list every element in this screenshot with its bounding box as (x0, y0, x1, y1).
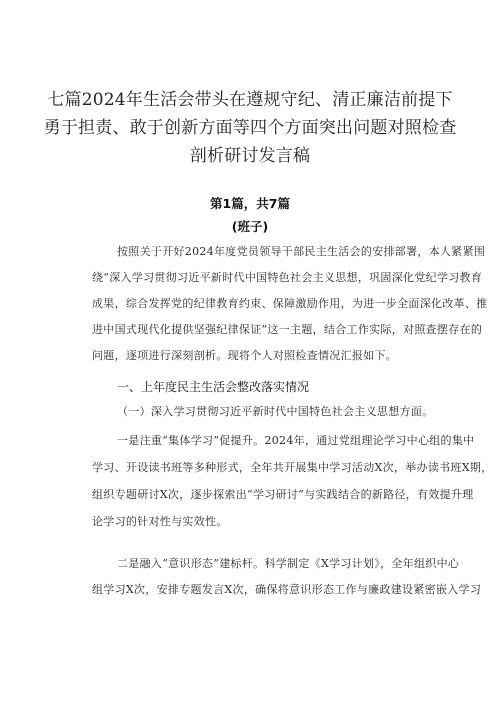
paragraph-line: 一是注重“集体学习”促提升。2024年，通过党组理论学习中心组的集中 (117, 434, 475, 447)
document-title-line-3: 剖析研讨发言稿 (189, 146, 311, 166)
document-title-line-1: 七篇2024年生活会带头在遵规守纪、清正廉洁前提下 (47, 90, 453, 110)
part-label: 第1篇，共7篇 (210, 196, 290, 211)
subsection-heading: （一）深入学习贯彻习近平新时代中国特色社会主义思想方面。 (117, 405, 434, 418)
paragraph-line: 组织专题研讨X次，逐步探索出“学习研讨”与实践结合的新路径，有效提升理 (92, 488, 474, 501)
paragraph-line: 组学习X次，安排专题发言X次，确保将意识形态工作与廉政建设紧密嵌入学习 (92, 583, 482, 596)
intro-line: 绕“深入学习贯彻习近平新时代中国特色社会主义思想，巩固深化党纪学习教育 (92, 271, 483, 284)
intro-line: 进中国式现代化提供坚强纪律保证”这一主题，结合工作实际，对照查摆存在的 (92, 323, 483, 336)
paragraph-line: 学习、开设读书班等多种形式，全年共开展集中学习活动X次，举办读书班X期， (92, 461, 493, 474)
section-heading: 一、上年度民主生活会整改落实情况 (117, 380, 310, 394)
intro-line: 问题，逐项进行深刻剖析。现将个人对照检查情况汇报如下。 (92, 349, 398, 362)
author-label: (班子) (231, 219, 269, 234)
paragraph-line: 论学习的针对性与实效性。 (92, 515, 228, 528)
paragraph-line: 二是融入“意识形态”建标杆。科学制定《X学习计划》，全年组织中心 (117, 557, 460, 570)
intro-line: 按照关于开好2024年度党员领导干部民主生活会的安排部署，本人紧紧围 (117, 245, 486, 258)
intro-line: 成果，综合发挥党的纪律教育约束、保障激励作用，为进一步全面深化改革、推 (92, 297, 488, 310)
document-title-line-2: 勇于担责、敢于创新方面等四个方面突出问题对照检查 (43, 118, 457, 138)
